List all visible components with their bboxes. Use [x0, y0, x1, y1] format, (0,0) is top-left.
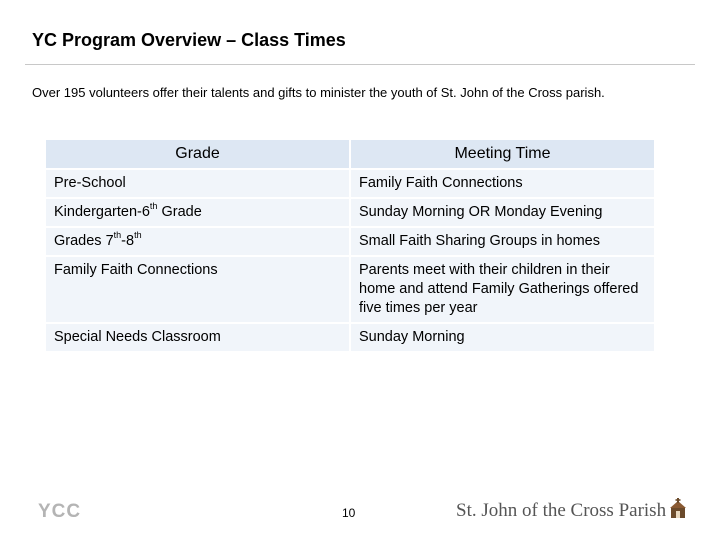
- class-times-table: [46, 140, 654, 353]
- page-title: YC Program Overview – Class Times: [32, 30, 346, 50]
- parish-logo: [456, 498, 687, 524]
- meeting-time-cell: Parents meet with their children in their home and attend Family Gatherings offered five times per year: [351, 257, 654, 324]
- church-icon: [669, 498, 687, 524]
- ycc-logo: YCC: [38, 501, 82, 522]
- meeting-time-cell: Sunday Morning OR Monday Evening: [351, 199, 654, 228]
- parish-logo-text: St. John of the Cross Parish: [456, 500, 667, 521]
- meeting-time-cell: Small Faith Sharing Groups in homes: [351, 228, 654, 257]
- page-subtitle: Over 195 volunteers offer their talents and gifts to minister the youth of St. John of the Cross parish.: [32, 85, 605, 100]
- title-divider: [25, 64, 695, 65]
- meeting-time-cell: Sunday Morning: [351, 324, 654, 353]
- table-row: [46, 228, 654, 257]
- grade-cell: Special Needs Classroom: [46, 324, 351, 353]
- table-header-row: [46, 140, 654, 170]
- column-header-meeting-time: Meeting Time: [351, 140, 654, 170]
- page-number: 10: [342, 506, 356, 520]
- meeting-time-cell: Family Faith Connections: [351, 170, 654, 199]
- table-row: [46, 257, 654, 324]
- grade-cell: Pre-School: [46, 170, 351, 199]
- grade-cell: Family Faith Connections: [46, 257, 351, 324]
- column-header-grade: Grade: [46, 140, 351, 170]
- grade-cell: Grades 7th-8th: [46, 228, 351, 257]
- grade-cell: Kindergarten-6th Grade: [46, 199, 351, 228]
- table-row: [46, 324, 654, 353]
- table-row: [46, 170, 654, 199]
- table-row: [46, 199, 654, 228]
